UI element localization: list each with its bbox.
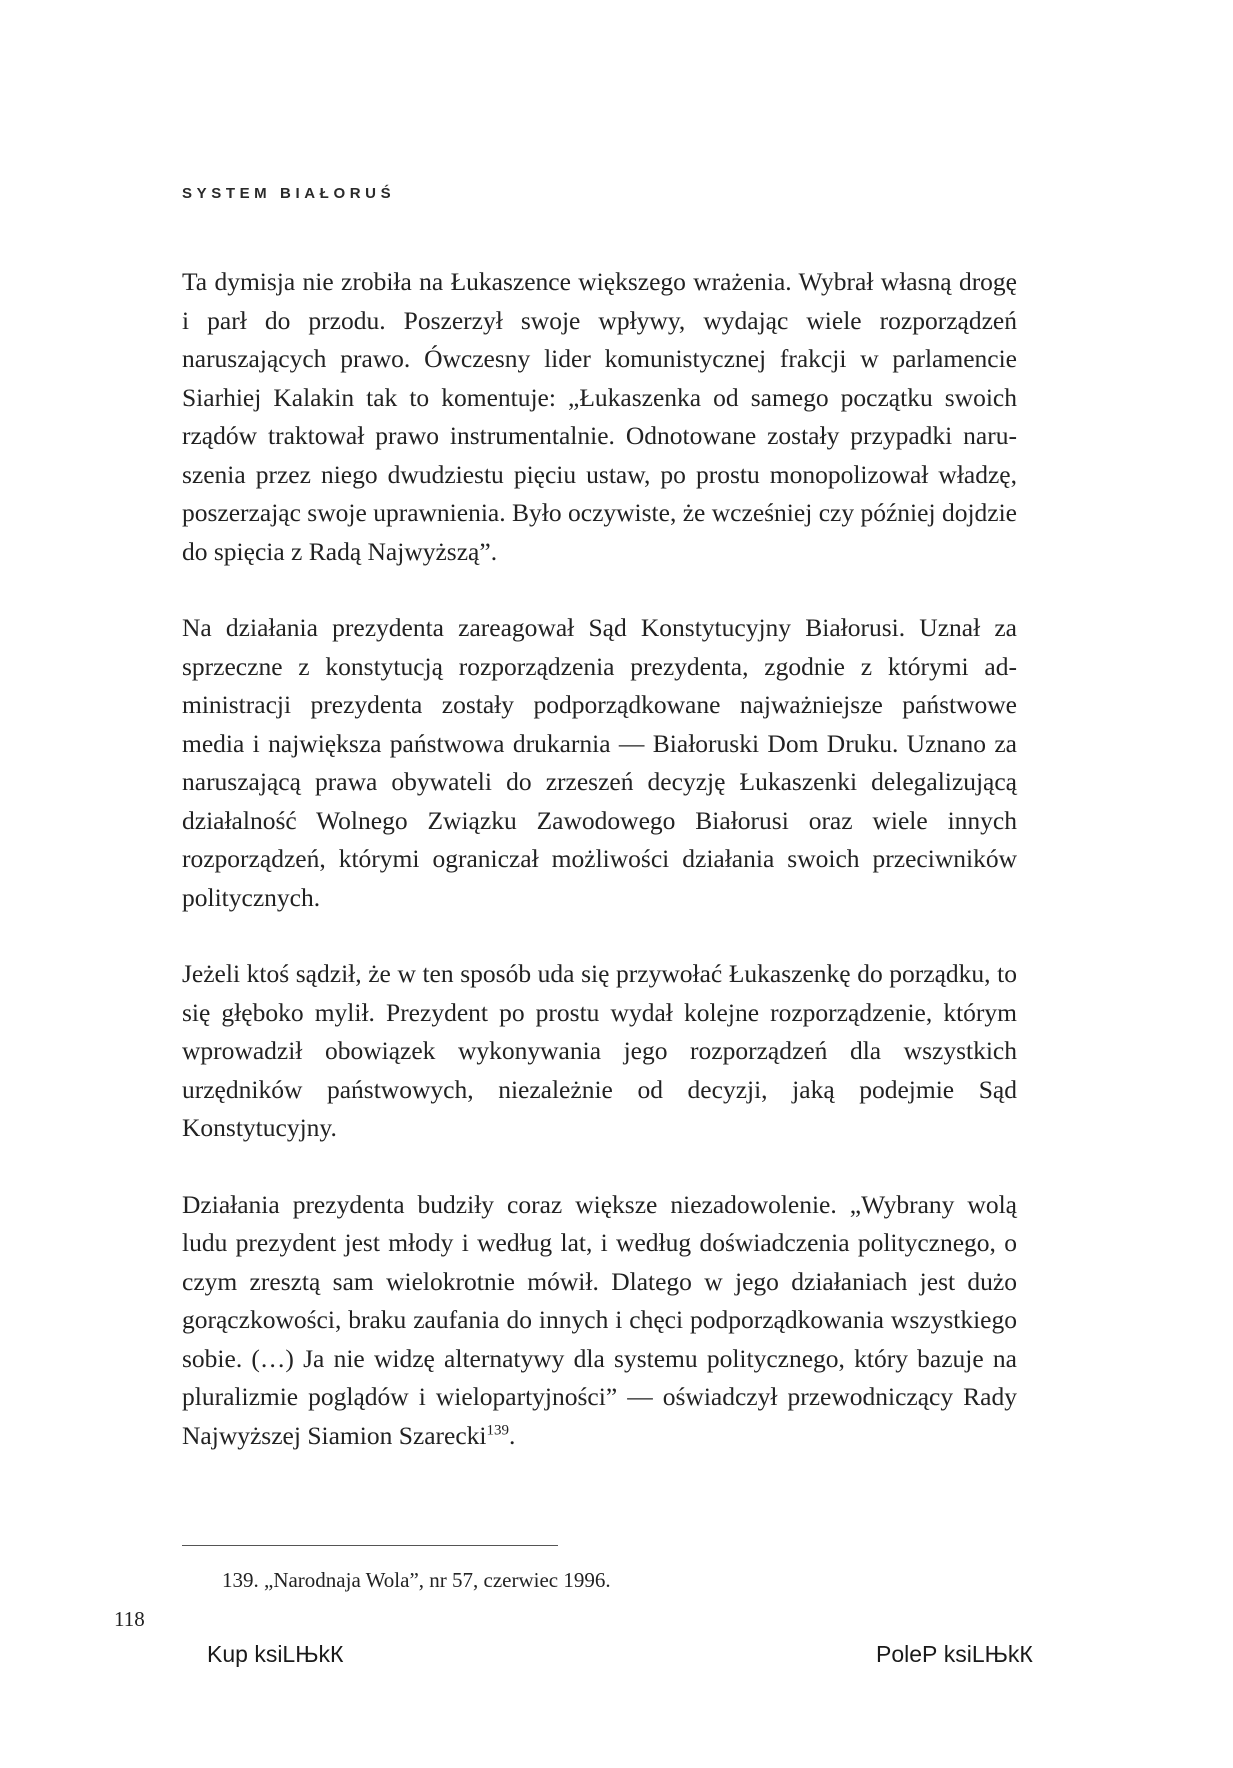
paragraph-3: Jeżeli ktoś sądził, że w ten sposób uda się przywołać Łukaszenkę do porządku, to się głęboko mylił. Prezydent po prostu wydał kolejne rozporządzenie, którym wprowadził obowiązek wykonywania jego rozporządzeń dla wszystkich urzędników państwowych, niezależnie od decyzji, jaką podejmie Sąd Konstytucyjny. [182, 959, 1017, 1142]
paragraph-1: Ta dymisja nie zrobiła na Łukaszence większego wrażenia. Wybrał własną drogę i parł do przodu. Poszerzył swoje wpływy, wydając wiele rozporządzeń naruszających prawo. Ówczesny lider komunistycznej frakcji w parlamencie Siarhiej Kalakin tak to komentuje: „Łukaszenka od samego początku swoich rządów traktował prawo instrumentalnie. Odnotowane zostały przypadki naruszenia przez niego dwudziestu pięciu ustaw, po prostu monopolizował władzę, poszerzając swoje uprawnienia. Było oczywiste, że wcześniej czy później dojdzie do spięcia z Radą Najwyższą”. [182, 267, 1017, 566]
running-title: SYSTEM BIAŁORUŚ [182, 185, 396, 202]
main-text [182, 263, 1017, 1493]
footnote-text: 139. „Narodnaja Wola”, nr 57, czerwiec 1996. [222, 1568, 611, 1592]
page-number: 118 [114, 1607, 145, 1631]
paragraph-4 [182, 1186, 1017, 1456]
recommend-book-link[interactable]: PoleР ksiLЊkК [876, 1641, 1033, 1667]
footnote-marker[interactable]: 139 [486, 1422, 509, 1438]
paragraph-2: Na działania prezydenta zareagował Sąd Konstytucyjny Białorusi. Uznał za sprzeczne z konstytucją rozporządzenia prezydenta, zgodnie z którymi administracji prezydenta zostały podporządkowane najważniejsze państwowe media i największa państwowa drukarnia — Białoruski Dom Druku. Uznano za naruszającą prawa obywateli do zrzeszeń decyzję Łukaszenki delegalizującą działalność Wolnego Związku Zawodowego Białorusi oraz wiele innych rozporządzeń, którymi ograniczał możliwości działania swoich przeciwników politycznych. [182, 613, 1017, 912]
footnote-divider [182, 1545, 558, 1546]
paragraph-4-text: Działania prezydenta budziły coraz większe niezadowolenie. „Wybrany wolą ludu prezydent jest młody i według lat, i według doświadczenia politycznego, o czym zresztą sam wielokrotnie mówił. Dlatego w jego działaniach jest dużo gorączkowości, braku zaufania do innych i chęci podporządkowania wszystkiego sobie. (…) Ja nie widzę alternatywy dla systemu politycznego, który bazuje na pluralizmie poglądów i wielopartyjności” — oświadczył przewodniczący Rady Najwyższej Siamion Szarecki [182, 1189, 1017, 1450]
buy-book-link[interactable]: Kup ksiLЊkК [207, 1641, 344, 1667]
closing-punctuation: . [508, 1420, 516, 1450]
